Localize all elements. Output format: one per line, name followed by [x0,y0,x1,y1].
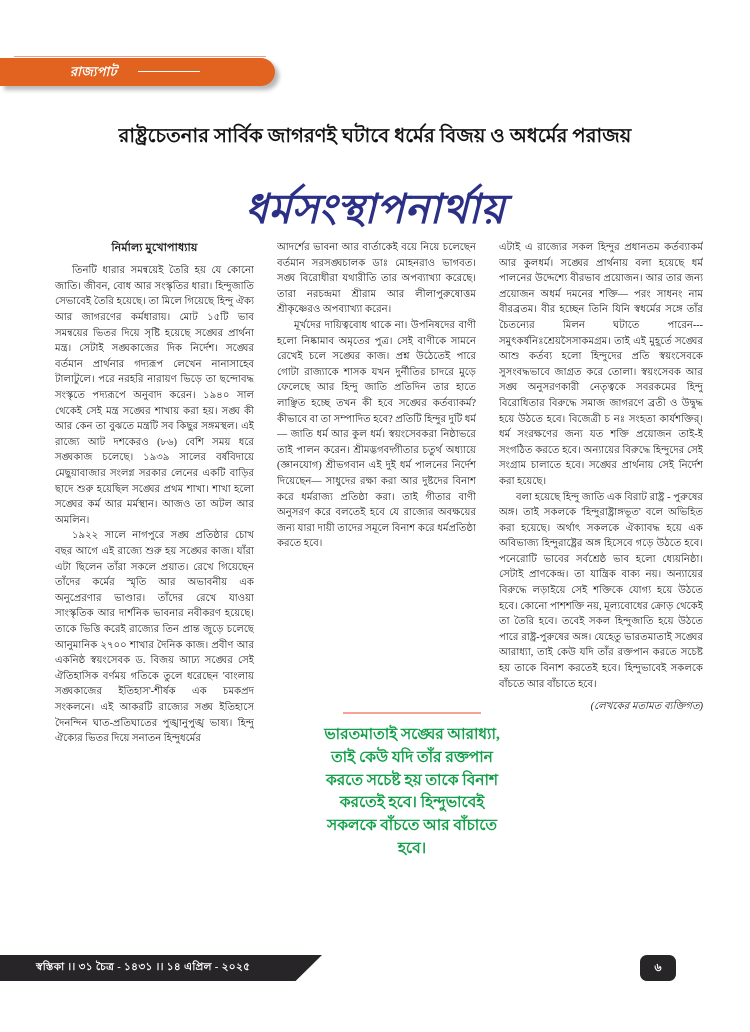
section-banner-shape [0,58,275,86]
article-kicker: রাষ্ট্রচেতনার সার্বিক জাগরণই ঘটাবে ধর্মের বিজয় ও অধর্মের পরাজয় [118,126,632,147]
paragraph: বলা হয়েছে হিন্দু জাতি এক বিরাট রাষ্ট্র - পুরুষের অঙ্গ। তাই সকলকে 'হিন্দুরাষ্ট্রাঙ্গভূত' বলে অভিহিত করা হয়েছে। অর্থাৎ সকলকে ঐক্যাবদ্ধ হয়ে এক অবিভাজ্য হিন্দুরাষ্ট্রের অঙ্গ হিসেবে গড়ে উঠতে হবে। পনেরোটি ভাবের সর্বশ্রেষ্ঠ ভাব হলো ধ্যেয়নিষ্ঠা। সেটাই প্রাণকেন্দ্র। তা যান্ত্রিক বাক্য নয়। অন্যায়ের বিরুদ্ধে লড়াইয়ে সেই শক্তিকে যোগ্য হয়ে উঠতে হবে। কোনো পাশশক্তি নয়, মূল্যবোধের ক্রোড় থেকেই তা তৈরি হবে। তবেই সকল হিন্দুজাতি হয়ে উঠতে পারে রাষ্ট্র-পুরুষের অঙ্গ। যেহেতু ভারতমাতাই সঙ্ঘের আরাধ্যা, তাই কেউ যদি তাঁর রক্তপান করতে সচেষ্ট হয় তাকে বিনাশ করতেই হবে। হিন্দুভাবেই সকলকে বাঁচতে আর বাঁচাতে হবে। [499,491,703,690]
article-byline: নির্মাল্য মুখোপাধ্যায় [111,242,198,254]
article-column-3 [499,240,703,940]
paragraph: এটাই এ রাজ্যের সকল হিন্দুর প্রধানতম কর্তব্যাকর্ম আর কুলধর্ম। সঙ্ঘের প্রার্থনায় বলা হয়েছে ধর্ম পালনের উদ্দেশ্যে বীরভাব প্রয়োজন। আর তার জন্য প্রয়োজন অধর্ম দমনের শক্তি— পরং সাধনং নাম বীরব্রতম। বীর হচ্ছেন তিনি যিনি স্বধর্মের সঙ্গে তাঁর চৈতন্যের মিলন ঘটাতে পারেন--- সমুৎকর্ষনিঃশ্রেয়সৈসাকমগ্রম। তাই এই মুহূর্তে সঙ্ঘের আশু কর্তব্য হলো হিন্দুদের প্রতি স্বয়ংসেবকে সুসংবদ্ধভাবে জাগ্রত করে তোলা। স্বয়ংসেবক আর সঙ্ঘ অনুসরণকারী নেতৃত্বকে সবরকমের হিন্দু বিরোধিতার বিরুদ্ধে সমাজ জাগরণে ব্রতী ও উদ্বুদ্ধ হয়ে উঠতে হবে। বিজেত্রী চ নঃ সংহতা কার্যশক্তির্। ধর্ম সংরক্ষণের জন্য যত শক্তি প্রয়োজন তাই-ই সংগঠিত করতে হবে। অন্যায়ের বিরুদ্ধে হিন্দুদের সেই সংগ্রাম চালাতে হবে। সঙ্ঘের প্রার্থনায় সেই নির্দেশ করা হয়েছে। [499,242,703,487]
section-banner [0,58,282,90]
pull-quote: ভারতমাতাই সঙ্ঘের আরাধ্যা, তাই কেউ যদি তাঁর রক্তপান করতে সচেষ্ট হয় তাকে বিনাশ করতেই হবে। হিন্দুভাবেই সকলকে বাঁচতে আর বাঁচাতে হবে। [317,712,507,860]
article-column-1 [55,240,254,940]
paragraph: তিনটি ধারার সমন্বয়েই তৈরি হয় যে কোনো জাতি। জীবন, বোধ আর সংস্কৃতির ধারা। হিন্দুজাতি সেভাবেই তৈরি হয়েছে। তা মিলে গিয়েছে হিন্দু ঐক্য আর জাগরণের কর্মধারায়। মোট ১৫টি ভাব সমন্বয়ের ভিতর দিয়ে সৃষ্টি হয়েছে সঙ্ঘের প্রার্থনা মন্ত্র। সেটাই সঙ্ঘকাজের দিক নির্দেশ। সঙ্ঘের বর্তমান প্রার্থনার গদ্যরূপ লেখেন নানাসাহেব টালাটুলে। পরে নরহরি নারায়ণ ভিড়ে তা ছন্দোবদ্ধ সংস্কৃতে পদ্যরূপে অনুবাদ করেন। ১৯৪০ সাল থেকেই সেই মন্ত্র সঙ্ঘের শাখায় করা হয়। সঙ্ঘ কী আর কেন তা বুঝতে মন্ত্রটি সব কিছুর সঙ্গমস্থল। এই রাজ্যে আট দশকেরও (৮৬) বেশি সময় ধরে সঙ্ঘকাজ চলেছে। ১৯৩৯ সালের বর্ষবিদায়ে মেছুয়াবাজার সংলগ্ন সরকার লেনের একটি বাড়ির ছাদে শুরু হয়েছিল সঙ্ঘের প্রথম শাখা। শাখা হলো সঙ্ঘের কর্ম আর মর্মস্থান। আজও তা অটল আর অমলিন। [55,265,254,526]
banner-underline-decoration [138,71,200,72]
page-number-badge: ৬ [640,955,676,981]
paragraph: মূর্খদের দায়িত্ববোধ থাকে না। উপনিষদের বাণী হলো নিষ্কামাব অমৃতের পুত্র। সেই বাণীকে সামনে রেখেই চলে সঙ্ঘের কাজ। প্রশ্ন উঠেতেই পারে গোটা রাজ্যাকে শাসক যখন দুর্নীতির চাদরে মুড়ে ফেলেছে আর হিন্দু জাতি প্রতিদিন তার হাতে লাঞ্ছিত হচ্ছে তখন কী হবে সঙ্ঘের কর্তব্যাকর্ম? কীভাবে বা তা সম্পাদিত হবে? প্রতিটি হিন্দুর দুটি ধর্ম— জাতি ধর্ম আর কুল ধর্ম। স্বয়ংসেবকরা নিষ্ঠাভরে তাই পালন করেন। শ্রীমদ্ভগবদ্গীতার চতুর্থ অধ্যায়ে (জ্ঞানযোগ) শ্রীভগবান এই দুই ধর্ম পালনের নির্দেশ দিয়েছেন— সাধুদের রক্ষা করা আর দুষ্টদের বিনাশ করে ধর্মরাজ্য প্রতিষ্ঠা করা। তাই গীতার বাণী অনুসরণ করে বলতেই হবে যে রাজ্যের অবক্ষয়ের জন্য যারা দায়ী তাদের সমূলে বিনাশ করে ধর্মপ্রতিষ্ঠা করতে হবে। [277,319,476,550]
top-hairline-rule [14,56,266,57]
article-headline: ধর্মসংস্থাপনার্থায় [244,186,506,233]
author-opinion-disclaimer: (লেখকের মতামত ব্যক্তিগত) [590,701,703,713]
section-banner-label: রাজ্যপাট [70,64,117,79]
paragraph: ১৯২২ সালে নাগপুরে সঙ্ঘ প্রতিষ্ঠার চোখ বছর আগে এই রাজ্যে শুরু হয় সঙ্ঘের কাজ। যাঁরা এটা ছিলেন তাঁরা সকলে প্রয়াত। রেখে গিয়েছেন তাঁদের কর্মের স্মৃতি আর অভাবনীয় এক অনুপ্রেরণার ভাণ্ডার। তাঁদের রেখে যাওয়া সাংস্কৃতিক আর দার্শনিক ভাবনার নবীকরণ হয়েছে। তাকে ভিত্তি করেই রাজ্যের তিন প্রান্ত জুড়ে চলেছে আনুমানিক ২৭০০ শাখার দৈনিক কাজ। প্রবীণ আর একনিষ্ঠ স্বয়ংসেবক ড. বিজয় আঢ্য সঙ্ঘের সেই ঐতিহাসিক বর্ণময় গতিকে তুলে ধরেছেন 'বাংলায় সঙ্ঘকাজের ইতিহাস'-শীর্ষক এক চমকপ্রদ সংকলনে। এই আকরটি রাজ্যের সঙ্ঘ ইতিহাসে দৈনন্দিন ঘাত-প্রতিঘাতের পুঙ্খানুপুঙ্খ ভাষ্য। হিন্দু ঐক্যের ভিতর দিয়ে সনাতন হিন্দুধর্মের [55,530,254,745]
paragraph: আদর্শের ভাবনা আর বার্তাকেই বয়ে নিয়ে চলেছেন বর্তমান সরসঙ্ঘচালক ডাঃ মোহনরাও ভাগবত। সঙ্ঘ বিরোধীরা যথারীতি তার অপব্যাখ্যা করেছে। তারা নরচন্দ্রমা শ্রীরাম আর লীলাপুরুষোত্তম শ্রীকৃষ্ণেরও অপব্যাখ্যা করেন। [277,242,476,316]
footer-publication-line: স্বস্তিকা ।। ৩১ চৈত্র - ১৪৩১ ।। ১৪ এপ্রিল - ২০২৫ [36,962,251,973]
